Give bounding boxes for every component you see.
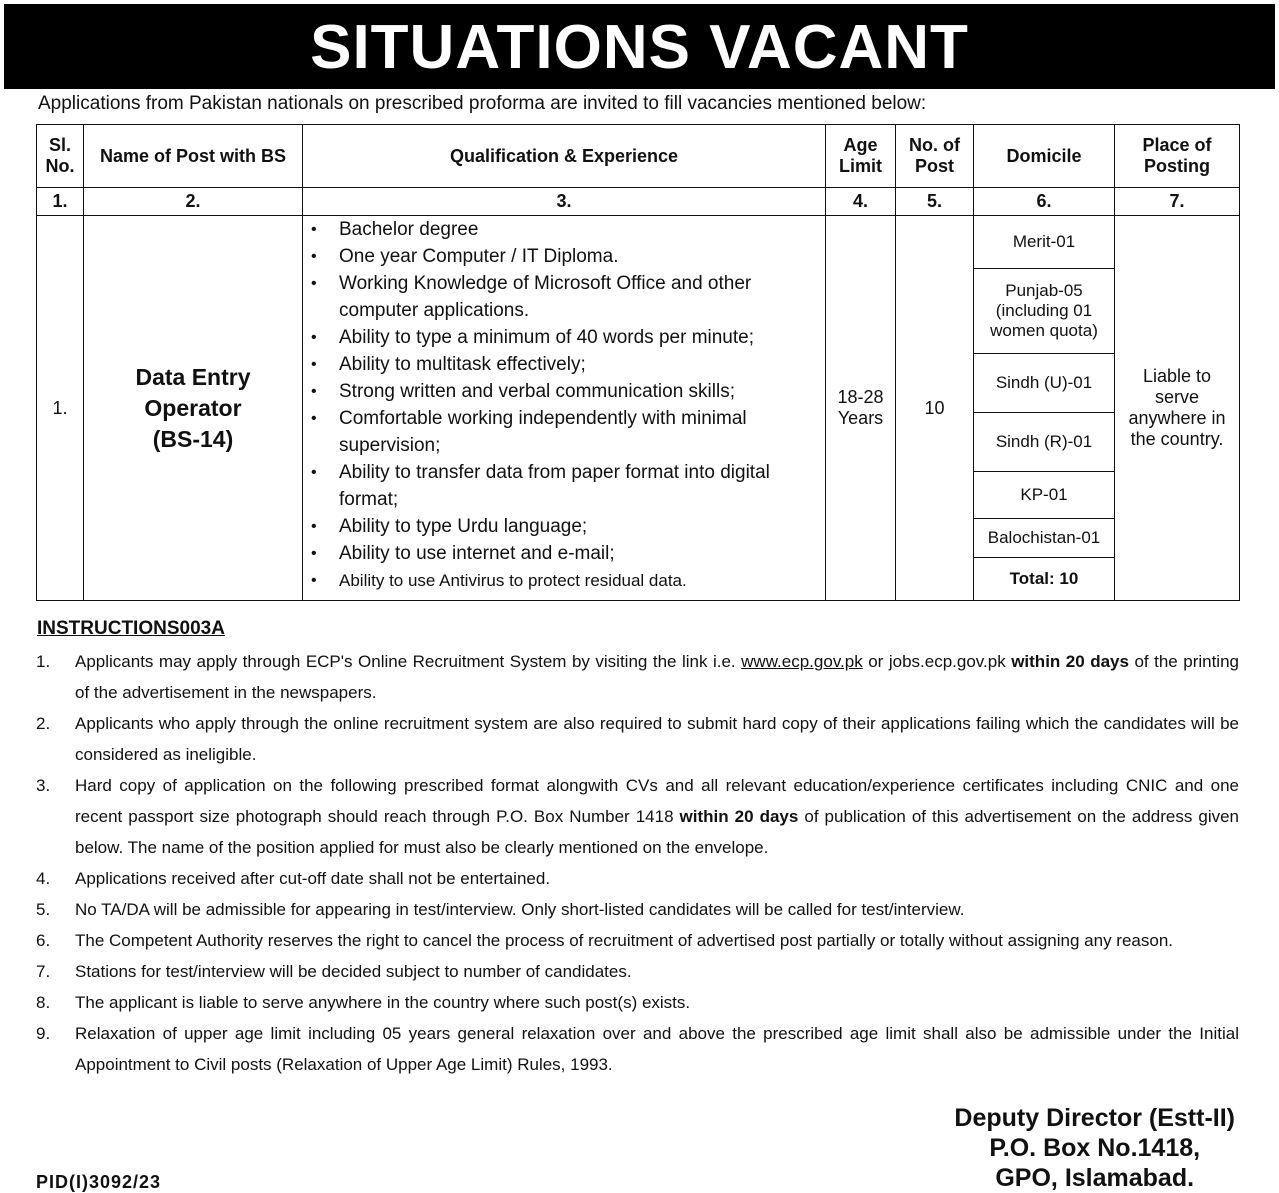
header-domicile: Domicile: [974, 125, 1115, 188]
qualification-item: • Working Knowledge of Microsoft Office and other computer applications.: [311, 270, 825, 324]
qualification-item: • Ability to transfer data from paper format into digital format;: [311, 459, 825, 513]
signature-block: [954, 1103, 1235, 1193]
column-number-row: [37, 188, 1240, 216]
signature-po-box: P.O. Box No.1418,: [989, 1134, 1201, 1162]
col-number: 4.: [826, 188, 896, 216]
qualification-item: • Ability to type Urdu language;: [311, 513, 825, 540]
col-number: 5.: [896, 188, 974, 216]
signature-city: GPO, Islamabad.: [995, 1164, 1195, 1192]
header-qualification: Qualification & Experience: [303, 125, 826, 188]
qualification-item: • Strong written and verbal communication skills;: [311, 378, 825, 405]
qualification-item: • Ability to use internet and e-mail;: [311, 540, 825, 567]
domicile-item: Balochistan-01: [974, 519, 1114, 558]
banner-title: SITUATIONS VACANT: [4, 4, 1275, 89]
post-count: 10: [896, 216, 974, 601]
domicile-item: Sindh (R)-01: [974, 413, 1114, 472]
place-of-posting: Liable to serve anywhere in the country.: [1115, 216, 1240, 601]
header-post: Name of Post with BS: [84, 125, 303, 188]
row-sl: 1.: [37, 216, 84, 601]
qualification-item: • One year Computer / IT Diploma.: [311, 243, 825, 270]
instruction-item: 3. Hard copy of application on the following prescribed format alongwith CVs and all relevant education/experience certificates including CNIC and one recent passport size photograph should reach through P.O. Box Number 1418 within 20 days of publication of this advertisement on the address given below. The name of the position applied for must also be clearly mentioned on the envelope.: [36, 776, 1240, 857]
domicile-item: Sindh (U)-01: [974, 354, 1114, 413]
domicile-item: Punjab-05 (including 01 women quota): [974, 269, 1114, 354]
col-number: 1.: [37, 188, 84, 216]
qualification-item: • Bachelor degree: [311, 216, 825, 243]
col-number: 6.: [974, 188, 1115, 216]
domicile-item: KP-01: [974, 472, 1114, 519]
qualification-cell: [303, 216, 826, 601]
col-number: 2.: [84, 188, 303, 216]
qualification-list: [303, 216, 825, 594]
qualification-item: • Ability to use Antivirus to protect residual data.: [311, 567, 825, 594]
instruction-item: 6. The Competent Authority reserves the right to cancel the process of recruitment of advertised post partially or totally without assigning any reason.: [36, 931, 1174, 950]
col-number: 3.: [303, 188, 826, 216]
header-count: No. of Post: [896, 125, 974, 188]
domicile-item: Merit-01: [974, 216, 1114, 269]
qualification-item: • Ability to multitask effectively;: [311, 351, 825, 378]
instruction-item: 1. Applicants may apply through ECP's Online Recruitment System by visiting the link i.e. www.ecp.gov.pk or jobs.ecp.gov.pk within 20 days of the printing of the advertisement in the newspapers.: [36, 652, 1239, 702]
header-age: Age Limit: [826, 125, 896, 188]
instruction-item: 9. Relaxation of upper age limit including 05 years general relaxation over and above the prescribed age limit shall also be admissible under the Initial Appointment to Civil posts (Relaxation of Upper Age Limit) Rules, 1993.: [36, 1024, 1239, 1074]
col-number: 7.: [1115, 188, 1240, 216]
instruction-item: 7. Stations for test/interview will be decided subject to number of candidates.: [36, 962, 632, 981]
instruction-item: 4. Applications received after cut-off date shall not be entertained.: [36, 869, 551, 888]
ecp-website-link[interactable]: www.ecp.gov.pk: [741, 652, 863, 671]
qualification-item: • Comfortable working independently with minimal supervision;: [311, 405, 825, 459]
post-name: Data Entry Operator (BS-14): [84, 216, 303, 601]
signature-title: Deputy Director (Estt-II): [954, 1104, 1235, 1132]
table-header-row: [37, 125, 1240, 188]
header-place: Place of Posting: [1115, 125, 1240, 188]
header-sl: Sl. No.: [37, 125, 84, 188]
qualification-item: • Ability to type a minimum of 40 words per minute;: [311, 324, 825, 351]
age-limit: 18-28 Years: [826, 216, 896, 601]
pid-number: PID(I)3092/23: [36, 1172, 162, 1192]
instruction-item: 8. The applicant is liable to serve anywhere in the country where such post(s) exists.: [36, 993, 691, 1012]
instruction-item: 2. Applicants who apply through the online recruitment system are also required to submit hard copy of their applications failing which the candidates will be considered as ineligible.: [36, 714, 1239, 764]
table-row: [37, 216, 1240, 601]
instructions-list: [36, 646, 1239, 1080]
instructions-title: INSTRUCTIONS003A: [37, 618, 225, 639]
intro-text: Applications from Pakistan nationals on prescribed proforma are invited to fill vacancies mentioned below:: [38, 93, 927, 114]
instruction-item: 5. No TA/DA will be admissible for appearing in test/interview. Only short-listed candidates will be called for test/interview.: [36, 900, 965, 919]
vacancy-table: [36, 124, 1240, 601]
domicile-total: Total: 10: [1009, 569, 1079, 588]
domicile-cell: [974, 216, 1115, 601]
